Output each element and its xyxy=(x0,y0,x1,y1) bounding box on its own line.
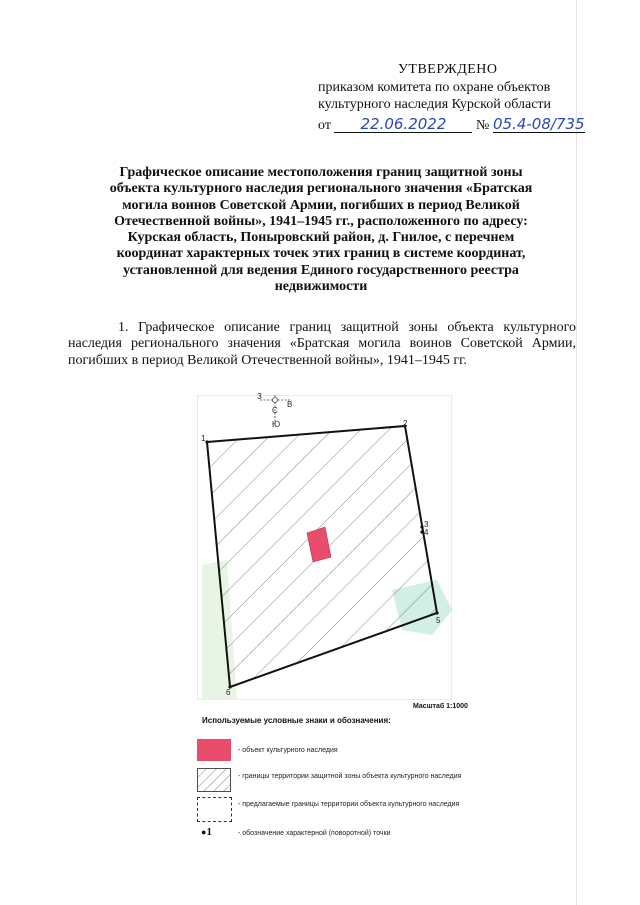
legend-point-number: 1 xyxy=(206,826,212,838)
page-edge-shadow xyxy=(576,0,577,905)
approval-date-row xyxy=(318,116,585,134)
legend-swatch-zone xyxy=(197,768,231,792)
point-label-2: 2 xyxy=(403,419,408,428)
turning-point-1 xyxy=(205,440,208,443)
number-label: № xyxy=(475,118,490,133)
title-line: Отечественной войны», 1941–1945 гг., расположенного по адресу: xyxy=(114,213,528,229)
title-line: Графическое описание местоположения границ защитной зоны xyxy=(119,165,523,180)
legend-title: Используемые условные знаки и обозначения: xyxy=(202,716,391,725)
approved-heading: УТВЕРЖДЕНО xyxy=(398,62,498,77)
legend-swatch-proposed-boundary xyxy=(197,797,232,822)
title-line: объекта культурного наследия регионального значения «Братская xyxy=(109,181,533,197)
approval-date: 22.06.2022 xyxy=(334,116,472,133)
title-line: могила воинов Советской Армии, погибших в период Великой xyxy=(122,197,520,213)
legend-item-proposed-boundary: - предлагаемые границы территории объекта культурного наследия xyxy=(238,801,460,808)
turning-point-5 xyxy=(435,611,438,614)
legend-swatch-heritage-object xyxy=(197,739,231,761)
document-title xyxy=(96,165,546,295)
legend-item-point: - обозначение характерной (поворотной) точки xyxy=(238,830,391,837)
point-label-3: 3 xyxy=(424,520,429,529)
approval-line-2: культурного наследия Курской области xyxy=(318,97,552,112)
point-label-1: 1 xyxy=(201,434,206,443)
title-line: установленной для ведения Единого государственного реестра xyxy=(123,262,519,278)
legend-point-marker: ●1 xyxy=(201,826,212,838)
approval-number: 05.4-08/735 xyxy=(493,115,585,133)
title-line: координат характерных точек этих границ в системе координат, xyxy=(116,246,526,262)
legend-item-zone: - границы территории защитной зоны объекта культурного наследия xyxy=(238,773,462,780)
title-line: Курская область, Поныровский район, д. Гнилое, с перечнем xyxy=(127,230,515,246)
compass-east: В xyxy=(287,400,293,409)
compass-south: Ю xyxy=(272,420,281,429)
map-scale: Масштаб 1:1000 xyxy=(413,703,468,710)
approval-line-1: приказом комитета по охране объектов xyxy=(318,80,551,95)
legend-item-heritage-object: - объект культурного наследия xyxy=(238,747,338,754)
boundary-map xyxy=(197,395,452,700)
compass-west: З xyxy=(257,392,262,401)
compass-north: С xyxy=(272,406,278,415)
point-label-6: 6 xyxy=(226,688,231,697)
title-line: недвижимости xyxy=(274,279,368,295)
section-1-paragraph: 1. Графическое описание границ защитной зоны объекта культурного наследия регионального значения «Братская могила воинов Советской Армии, погибших в период Великой Отечественной войны», 1941–1945 гг. xyxy=(68,320,576,368)
from-label: от xyxy=(318,118,331,133)
point-label-5: 5 xyxy=(436,616,441,625)
point-label-4: 4 xyxy=(424,528,429,537)
